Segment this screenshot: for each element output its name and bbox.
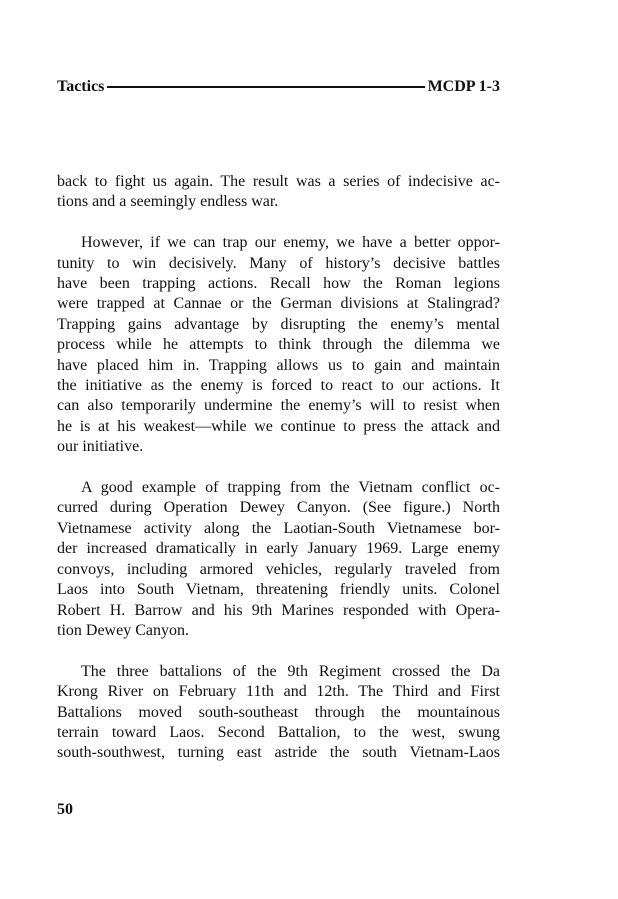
text-line: Vietnamese activity along the Laotian-South Vietnamese bor-: [57, 519, 500, 537]
header-rule: [107, 86, 424, 88]
text-line: convoys, including armored vehicles, regularly traveled from: [57, 560, 500, 578]
text-line: Krong River on February 11th and 12th. The Third and First: [57, 683, 500, 701]
text-line: A good example of trapping from the Vietnam conflict oc-: [81, 479, 500, 497]
text-line: Robert H. Barrow and his 9th Marines responded with Opera-: [57, 601, 500, 619]
text-line: The three battalions of the 9th Regiment crossed the Da: [81, 662, 500, 680]
paragraph: [57, 478, 500, 641]
text-line: process while he attempts to think through the dilemma we: [57, 336, 500, 354]
text-line: he is at his weakest—while we continue to press the attack and: [57, 417, 500, 435]
header-section-title: Tactics: [57, 78, 105, 95]
text-line: were trapped at Cannae or the German divisions at Stalingrad?: [57, 295, 500, 313]
header-document-id: MCDP 1-3: [427, 78, 500, 95]
text-line: der increased dramatically in early January 1969. Large enemy: [57, 540, 500, 558]
text-line: can also temporarily undermine the enemy’s will to resist when: [57, 397, 500, 415]
paragraph: [57, 172, 500, 213]
text-line: the initiative as the enemy is forced to react to our actions. It: [57, 377, 500, 395]
text-line: have been trapping actions. Recall how the Roman legions: [57, 275, 500, 293]
text-line: have placed him in. Trapping allows us to gain and maintain: [57, 356, 500, 374]
paragraph: [57, 233, 500, 457]
text-line: south-southwest, turning east astride the south Vietnam-Laos: [57, 744, 500, 762]
text-line: terrain toward Laos. Second Battalion, to the west, swung: [57, 723, 500, 741]
text-line: our initiative.: [57, 438, 144, 456]
text-line: tions and a seemingly endless war.: [57, 193, 279, 211]
text-line: tunity to win decisively. Many of history’s decisive battles: [57, 254, 500, 272]
text-line: Trapping gains advantage by disrupting the enemy’s mental: [57, 315, 500, 333]
running-header: [57, 78, 500, 96]
paragraph: [57, 662, 500, 764]
text-line: Battalions moved south-southeast through the mountainous: [57, 703, 500, 721]
text-line: curred during Operation Dewey Canyon. (See figure.) North: [57, 499, 500, 517]
text-line: Laos into South Vietnam, threatening friendly units. Colonel: [57, 581, 500, 599]
text-line: tion Dewey Canyon.: [57, 621, 189, 639]
text-line: back to fight us again. The result was a series of indecisive ac-: [57, 173, 500, 190]
page-number: 50: [57, 801, 73, 818]
text-line: However, if we can trap our enemy, we have a better oppor-: [81, 234, 500, 252]
body-text: [57, 172, 500, 784]
